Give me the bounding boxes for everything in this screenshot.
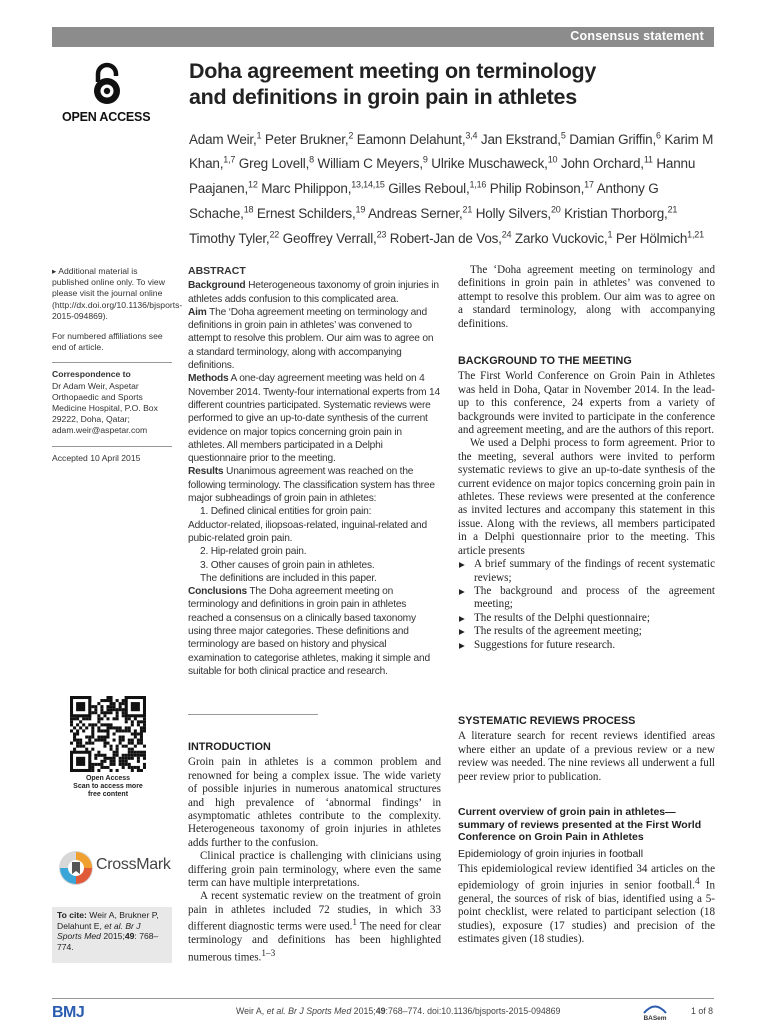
qr-caption-line-1: Open Access (85, 775, 131, 782)
affiliation-number: 3,4 (465, 130, 478, 140)
list-item: ▶ A brief summary of the findings of recent systematic reviews; (458, 558, 715, 585)
section-label: Consensus statement (570, 29, 704, 43)
affiliation-number: 19 (355, 204, 366, 215)
author-name: Anthony G Schache, (189, 181, 659, 221)
article-contents-list (458, 558, 715, 652)
intro-p3-text-a: A recent systematic review on the treatment of groin pain in athletes included 72 studies, in which 33 different diagnostic terms were used. (188, 890, 441, 933)
list-item: ▶ The results of the agreement meeting; (458, 625, 715, 638)
author-name: Jan Ekstrand, (480, 131, 561, 147)
author-name: Robert-Jan de Vos, (389, 230, 502, 246)
author (357, 132, 478, 147)
author-name: Per Hölmich (615, 230, 688, 246)
author-name: Geoffrey Verrall, (282, 230, 377, 246)
author-name: Ernest Schilders, (256, 205, 356, 221)
affiliation-number: 8 (309, 154, 314, 165)
affiliation-number: 22 (269, 229, 280, 240)
background-label: Background (188, 280, 246, 292)
crossmark-label[interactable]: CrossMark (96, 856, 171, 873)
open-access-label: OPEN ACCESS (62, 110, 151, 124)
affiliation-number: 1 (607, 229, 613, 240)
affiliation-number: 12 (248, 179, 258, 190)
intro-paragraph-1: Groin pain in athletes is a common problem and renowned for being a complex issue. The wide variety of possible injuries in numerous anatomical structures and high prevalence of ‘abnormal findings’ in asymptomatic athletes contribute to the complexity. Heterogeneous taxonomy of groin injuries in athletes adds further to the confusion. (188, 756, 441, 849)
divider (52, 362, 172, 363)
author (569, 132, 661, 147)
overview-section (458, 806, 715, 947)
author (481, 132, 566, 147)
author (490, 181, 594, 196)
author-name: Andreas Serner, (367, 205, 463, 221)
methods-text: A one-day agreement meeting was held on 4 November 2014. Twenty-four international experts from 14 different countries participated. Systematic reviews were performed to give an up-to-date synthesis of the current evidence on major topics concerning groin pain in athletes. All members participated in a Delphi questionnaire prior to the meeting. (188, 373, 440, 465)
author-name: Karim M Khan, (189, 131, 714, 172)
title-line-1: Doha agreement meeting on terminology (189, 59, 597, 83)
result-item-1: 1. Defined clinical entities for groin pain: (200, 506, 372, 518)
conclusions-label: Conclusions (188, 586, 247, 598)
epidemiology-paragraph (458, 863, 715, 947)
affiliation-number: 21 (667, 204, 678, 215)
cite-text-2: 2015; (100, 931, 125, 942)
result-item-2: 2. Hip-related groin pain. (200, 546, 307, 558)
abstract (188, 265, 441, 678)
author (564, 206, 677, 221)
divider (52, 446, 172, 447)
background-meeting-section (458, 355, 715, 652)
affiliation-number: 1,16 (469, 179, 487, 190)
affiliation-number: 10 (547, 154, 558, 165)
affiliation-number: 23 (376, 229, 387, 240)
conclusions-text: The Doha agreement meeting on terminology and definitions in groin pain in athletes reached a consensus on a clinically based taxonomy using three major categories. These definitions and terminology are based on history and physical examination to categorise athletes, making it simple and suitable for both clinical practice and research. (188, 586, 430, 677)
affiliation-number: 1,21 (687, 229, 704, 240)
author-name: Peter Brukner, (264, 131, 349, 147)
correspondence-body: Dr Adam Weir, Aspetar Orthopaedic and Sports Medicine Hospital, P.O. Box 29222, Doha, Qatar; adam.weir@aspetar.com (52, 380, 158, 436)
introduction-section (188, 741, 441, 965)
basem-logo-icon (640, 1002, 670, 1022)
intro-p3-text-b: The need for clear terminology and definitions has been highlighted numerous times. (188, 920, 441, 964)
overview-heading: Current overview of groin pain in athletes—summary of reviews presented at the First World Conference on Groin Pain in Athletes (458, 806, 702, 844)
footer-volume: 49 (375, 1006, 386, 1016)
list-item: ▶ The results of the Delphi questionnaire; (458, 612, 715, 625)
affiliation-number: 6 (656, 130, 661, 140)
footer-cite-a: Weir A, (236, 1006, 267, 1016)
author-name: Holly Silvers, (475, 205, 551, 221)
open-access-lock-icon (88, 62, 126, 106)
epi-text-b: In general, the sources of risk of bias, identified using a 5-point checklist, were related to participant selection (18 studies), exposure (17 studies) and precision of the estimates given (18 studies). (458, 879, 716, 946)
author-name: Ulrike Muschaweck, (431, 156, 548, 172)
author (388, 181, 486, 196)
affiliation-number: 1 (256, 130, 262, 140)
author (239, 156, 314, 171)
basem-label: BASem (643, 1015, 667, 1022)
definitions-note: The definitions are included in this paper. (200, 572, 377, 584)
author (368, 206, 472, 221)
author (257, 206, 365, 221)
author (318, 156, 428, 171)
cite-label: To cite: (57, 910, 87, 920)
result-item-1-detail: Adductor-related, iliopsoas-related, inguinal-related and pubic-related groin pain. (188, 519, 427, 544)
footer-divider (52, 998, 714, 999)
article-title (189, 58, 709, 110)
author (515, 231, 612, 246)
abstract-heading: ABSTRACT (188, 265, 246, 277)
affiliation-number: 5 (560, 130, 566, 140)
affiliations-note: For numbered affiliations see end of article. (52, 331, 163, 353)
author-name: Zarko Vuckovic, (514, 230, 608, 246)
author (476, 206, 561, 221)
affiliation-number: 11 (643, 154, 653, 165)
affiliation-number: 1,7 (223, 154, 236, 165)
results-text: Unanimous agreement was reached on the following terminology. The classification system has three major subheadings of groin pain in athletes: (188, 466, 435, 505)
author-name: Philip Robinson, (489, 181, 585, 197)
bmj-logo: BMJ (52, 1004, 85, 1021)
header-bar (52, 27, 714, 47)
author-name: Hannu Paajanen, (189, 156, 696, 197)
background-paragraph-1: The First World Conference on Groin Pain in Athletes was held in Doha, Qatar in November 2014. In the lead-up to this conference, 24 experts from a variety of backgrounds were invited to participate in the conference and agreement meeting, and are the authors of this report. (458, 370, 715, 437)
author (261, 181, 384, 196)
author-name: John Orchard, (560, 156, 644, 172)
background-text: Heterogeneous taxonomy of groin injuries in athletes adds confusion to this complicated area. (188, 280, 439, 305)
author-name: William C Meyers, (317, 156, 423, 172)
intro-paragraph-2: Clinical practice is challenging with clinicians using differing groin pain terminology, where even the same term can have multiple interpretations. (188, 850, 441, 890)
author (283, 231, 387, 246)
result-item-3: 3. Other causes of groin pain in athletes. (200, 559, 375, 571)
epi-text-a: This epidemiological review identified 34 articles on the epidemiology of groin injuries in senior football. (458, 862, 715, 892)
systematic-reviews-heading: SYSTEMATIC REVIEWS PROCESS (458, 715, 636, 727)
background-paragraph-2: We used a Delphi process to form agreement. Prior to the meeting, several authors were invited to perform systematic reviews to give an up-to-date synthesis of the current evidence on major topics concerning groin pain in athletes. These reviews were presented at the conference as invited lectures and accompany this statement in this issue. Along with the reviews, all members participated in a Delphi questionnaire prior to the meeting. This article presents (458, 437, 715, 557)
aim-text: The ‘Doha agreement meeting on terminology and definitions in groin pain in athletes’ was convened to attempt to resolve this problem. Our aim was to agree on a standard terminology, along with accompanying definitions. (188, 306, 434, 372)
author-name: Kristian Thorborg, (564, 205, 668, 221)
footer-citation (236, 1006, 560, 1016)
right-intro-paragraph: The ‘Doha agreement meeting on terminology and definitions in groin pain in athletes’ was convened to attempt to resolve this problem. Our aim was to agree on a standard terminology, along with accompanying definitions. (458, 264, 715, 330)
reference-link[interactable]: 4 (694, 876, 700, 887)
sidebar-notes (52, 266, 183, 473)
correspondence-heading: Correspondence to (52, 369, 131, 380)
author-name: Greg Lovell, (238, 156, 310, 172)
systematic-reviews-section (458, 715, 715, 784)
author (390, 231, 512, 246)
affiliation-number: 9 (422, 154, 428, 165)
epidemiology-subheading: Epidemiology of groin injuries in football (458, 848, 644, 861)
affiliation-number: 17 (584, 179, 594, 190)
results-label: Results (188, 466, 224, 478)
right-intro (458, 264, 715, 331)
cite-text-3: : 768–774. (57, 931, 159, 952)
background-meeting-heading: BACKGROUND TO THE MEETING (458, 355, 632, 367)
cite-volume: 49 (124, 931, 135, 942)
author (431, 156, 557, 171)
cite-journal: et al. Br J Sports Med (57, 920, 141, 942)
author-list (189, 125, 719, 249)
footer-journal: et al. Br J Sports Med (266, 1006, 352, 1016)
reference-link[interactable]: 1–3 (261, 948, 276, 959)
affiliation-number: 13,14,15 (351, 179, 385, 190)
accepted-date: Accepted 10 April 2015 (52, 452, 141, 463)
author-name: Gilles Reboul, (388, 181, 470, 197)
affiliation-number: 2 (348, 130, 354, 140)
additional-material-note: ▸ Additional material is published online only. To view please visit the journal online (http://dx.doi.org/10.1136/bjsports-2015-094869). (52, 266, 183, 321)
author-name: Damian Griffin, (569, 131, 656, 147)
abstract-divider (188, 714, 318, 715)
author-name: Eamonn Delahunt, (356, 131, 466, 147)
reference-link[interactable]: 1 (352, 918, 358, 929)
author (616, 231, 704, 246)
intro-paragraph-3 (188, 890, 441, 964)
introduction-heading: INTRODUCTION (188, 741, 271, 753)
title-line-2: and definitions in groin pain in athletes (189, 85, 577, 109)
affiliation-number: 20 (550, 204, 561, 215)
author (265, 132, 353, 147)
citation-box (52, 907, 172, 963)
page-number: 1 of 8 (691, 1006, 714, 1016)
qr-caption-line-3: free content (87, 791, 129, 799)
footer-doi: :768–774. doi:10.1136/bjsports-2015-094869 (385, 1006, 561, 1016)
cite-text-1: Weir A, Brukner P, Delahunt E, (57, 910, 159, 931)
affiliation-number: 24 (501, 229, 512, 240)
aim-label: Aim (188, 306, 207, 318)
qr-caption-line-2: Scan to access more (73, 783, 143, 791)
author (189, 231, 279, 246)
qr-code[interactable] (70, 696, 146, 772)
qr-caption (56, 775, 160, 800)
author-name: Timothy Tyler, (189, 230, 270, 246)
systematic-reviews-paragraph: A literature search for recent reviews identified areas where either an update of a previous review or a new review was needed. The nine reviews all underwent a full peer review prior to publication. (458, 730, 715, 783)
list-item: ▶ Suggestions for future research. (458, 639, 715, 652)
author (561, 156, 653, 171)
list-item: ▶ The background and process of the agreement meeting; (458, 585, 715, 612)
methods-label: Methods (188, 373, 229, 385)
affiliation-number: 18 (243, 204, 254, 215)
author-name: Adam Weir, (189, 131, 257, 147)
author-name: Marc Philippon, (261, 181, 352, 197)
author (189, 132, 261, 147)
footer-cite-b: 2015; (351, 1006, 376, 1016)
affiliation-number: 21 (462, 204, 473, 215)
